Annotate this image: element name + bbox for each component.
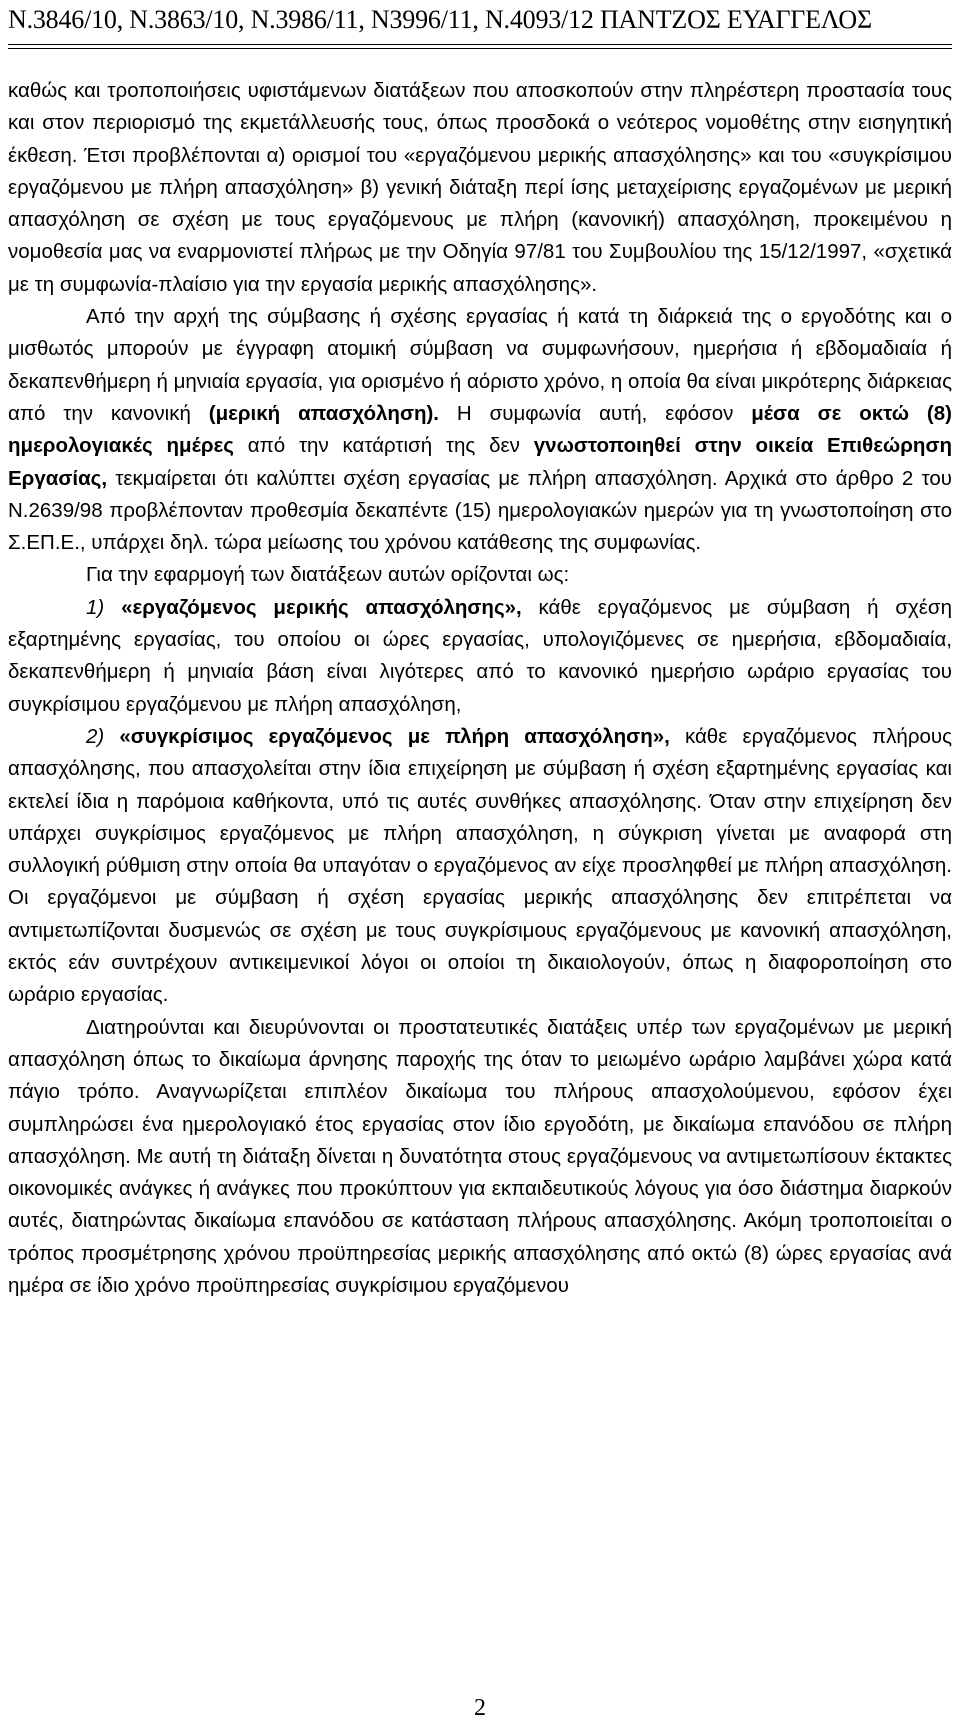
paragraph-definitions-intro: Για την εφαρμογή των διατάξεων αυτών ορίζονται ως: bbox=[86, 563, 570, 587]
bold-term-part-time: (μερική απασχόληση). bbox=[208, 401, 440, 425]
definition-text: κάθε εργαζόμενος πλήρους απασχόλησης, που απασχολείται στην ίδια επιχείρηση με σύμβαση ή σχέση εξαρτημένης εργασίας και εκτελεί ίδια η παρόμοια καθήκοντα, υπό τις αυτές συνθήκες απασχόλησης. Όταν στην επιχείρηση δεν υπάρχει συγκρίσιμος εργαζόμενος με πλήρη απασχόληση, η σύγκριση γίνεται με αναφορά στη συλλογική ρύθμιση στην οποία θα υπαγόταν ο εργαζόμενος αν είχε προσληφθεί με πλήρη απασχόληση. Οι εργαζόμενοι με σύμβαση ή σχέση εργασίας μερικής απασχόλησης δεν επιτρέπεται να αντιμετωπίζονται δυσμενώς σε σχέση με τους συγκρίσιμους εργαζόμενους με κανονική απασχόληση, εκτός εάν συντρέχουν αντικειμενικοί λόγοι οι οποίοι τη δικαιολογούν, όπως η διαφοροποίηση στο ωράριο εργασίας. bbox=[8, 724, 952, 1007]
text-span: τεκμαίρεται ότι καλύπτει σχέση εργασίας με πλήρη απασχόληση. Αρχικά στο άρθρο 2 του Ν.2639/98 προβλέπονταν προθεσμία δεκαπέντε (15) ημερολογιακών ημερών για τη γνωστοποίηση στο Σ.ΕΠ.Ε., υπάρχει δηλ. τώρα μείωσης του χρόνου κατάθεσης της συμφωνίας. bbox=[8, 466, 952, 555]
text-span: Από την αρχή της σύμβασης ή σχέσης εργασίας ή κατά τη διάρκειά της ο εργοδότης και ο μισθωτός μπορούν με έγγραφη ατομική σύμβαση να συμφωνήσουν, ημερήσια ή εβδομαδιαία ή δεκαπενθήμερη ή μηνιαία εργασία, για ορισμένο ή αόριστο χρόνο, η οποία θα είναι μικρότερης διάρκειας από την κανονική bbox=[8, 305, 952, 425]
paragraph-protective-provisions: Διατηρούνται και διευρύνονται οι προστατευτικές διατάξεις υπέρ των εργαζομένων με μερική απασχόληση όπως το δικαίωμα άρνησης παροχής της όταν το μειωμένο ωράριο λαμβάνει χώρα κατά πάγιο τρόπο. Αναγνωρίζεται επιπλέον δικαίωμα του πλήρους απασχολούμενου, εφόσον έχει συμπληρώσει ένα ημερολογιακό έτος εργασίας στον ίδιο εργοδότη, με δικαίωμα επανόδου σε πλήρη απασχόληση. Με αυτή τη διάταξη δίνεται η δυνατότητα στους εργαζόμενους να αντιμετωπίσουν έκτακτες οικονομικές ανάγκες ή ανάγκες που προκύπτουν για εκπαιδευτικούς λόγους για όσο διάστημα διαρκούν αυτές, διατηρώντας δικαίωμα επανόδου σε κατάσταση πλήρους απασχόλησης. Ακόμη τροποποιείται ο τρόπος προσμέτρησης χρόνου προϋπηρεσίας μερικής απασχόλησης από οκτώ (8) ώρες εργασίας ανά ημέρα σε ίδιο χρόνο προϋπηρεσίας συγκρίσιμου εργαζόμενου bbox=[8, 1015, 952, 1297]
header-rule-bottom bbox=[8, 48, 952, 49]
bold-deadline: μέσα σε οκτώ (8) ημερολογιακές ημέρες bbox=[8, 401, 952, 458]
definition-text: κάθε εργαζόμενος με σύμβαση ή σχέση εξαρτημένης εργασίας, του οποίου οι ώρες εργασίας, υπολογιζόμενες σε ημερήσια, εβδομαδιαία, δεκαπενθήμερη ή μηνιαία βάση είναι λιγότερες από το κανονικό ημερήσιο ωράριο εργασίας του συγκρίσιμου εργαζόμενου με πλήρη απασχόληση, bbox=[8, 595, 952, 716]
definition-item-1 bbox=[8, 592, 952, 721]
body-text bbox=[8, 75, 952, 1302]
paragraph-part-time-agreement bbox=[8, 301, 952, 559]
definition-item-2 bbox=[8, 721, 952, 1012]
header-rule-top bbox=[8, 44, 952, 45]
definition-term: «εργαζόμενος μερικής απασχόλησης», bbox=[121, 595, 522, 619]
item-number: 2) bbox=[86, 724, 105, 748]
page-number: 2 bbox=[474, 1695, 486, 1721]
running-header: Ν.3846/10, Ν.3863/10, Ν.3986/11, Ν3996/11, Ν.4093/12 ΠΑΝΤΖΟΣ ΕΥΑΓΓΕΛΟΣ bbox=[8, 5, 872, 34]
definition-term: «συγκρίσιμος εργαζόμενος με πλήρη απασχόληση», bbox=[119, 724, 670, 748]
item-number: 1) bbox=[86, 595, 105, 619]
bold-notification: γνωστοποιηθεί στην οικεία Επιθεώρηση Εργασίας, bbox=[8, 434, 952, 490]
text-span: από την κατάρτισή της δεν bbox=[233, 434, 534, 458]
paragraph-intro: καθώς και τροποποιήσεις υφιστάμενων διατάξεων που αποσκοπούν στην πληρέστερη προστασία τους και στον περιορισμό της εκμετάλλευσής τους, όπως προσδοκά ο νεότερος νομοθέτης στην εισηγητική έκθεση. Έτσι προβλέπονται α) ορισμοί του «εργαζόμενου μερικής απασχόλησης» και του «συγκρίσιμου εργαζόμενου με πλήρη απασχόληση» β) γενική διάταξη περί ίσης μεταχείρισης εργαζομένων με μερική απασχόληση σε σχέση με τους εργαζόμενους με πλήρη (κανονική) απασχόληση, προκειμένου η νομοθεσία μας να εναρμονιστεί πλήρως με την Οδηγία 97/81 του Συμβουλίου της 15/12/1997, «σχετικά με τη συμφωνία-πλαίσιο για την εργασία μερικής απασχόλησης». bbox=[8, 79, 952, 296]
text-span: Η συμφωνία αυτή, εφόσον bbox=[439, 401, 752, 425]
